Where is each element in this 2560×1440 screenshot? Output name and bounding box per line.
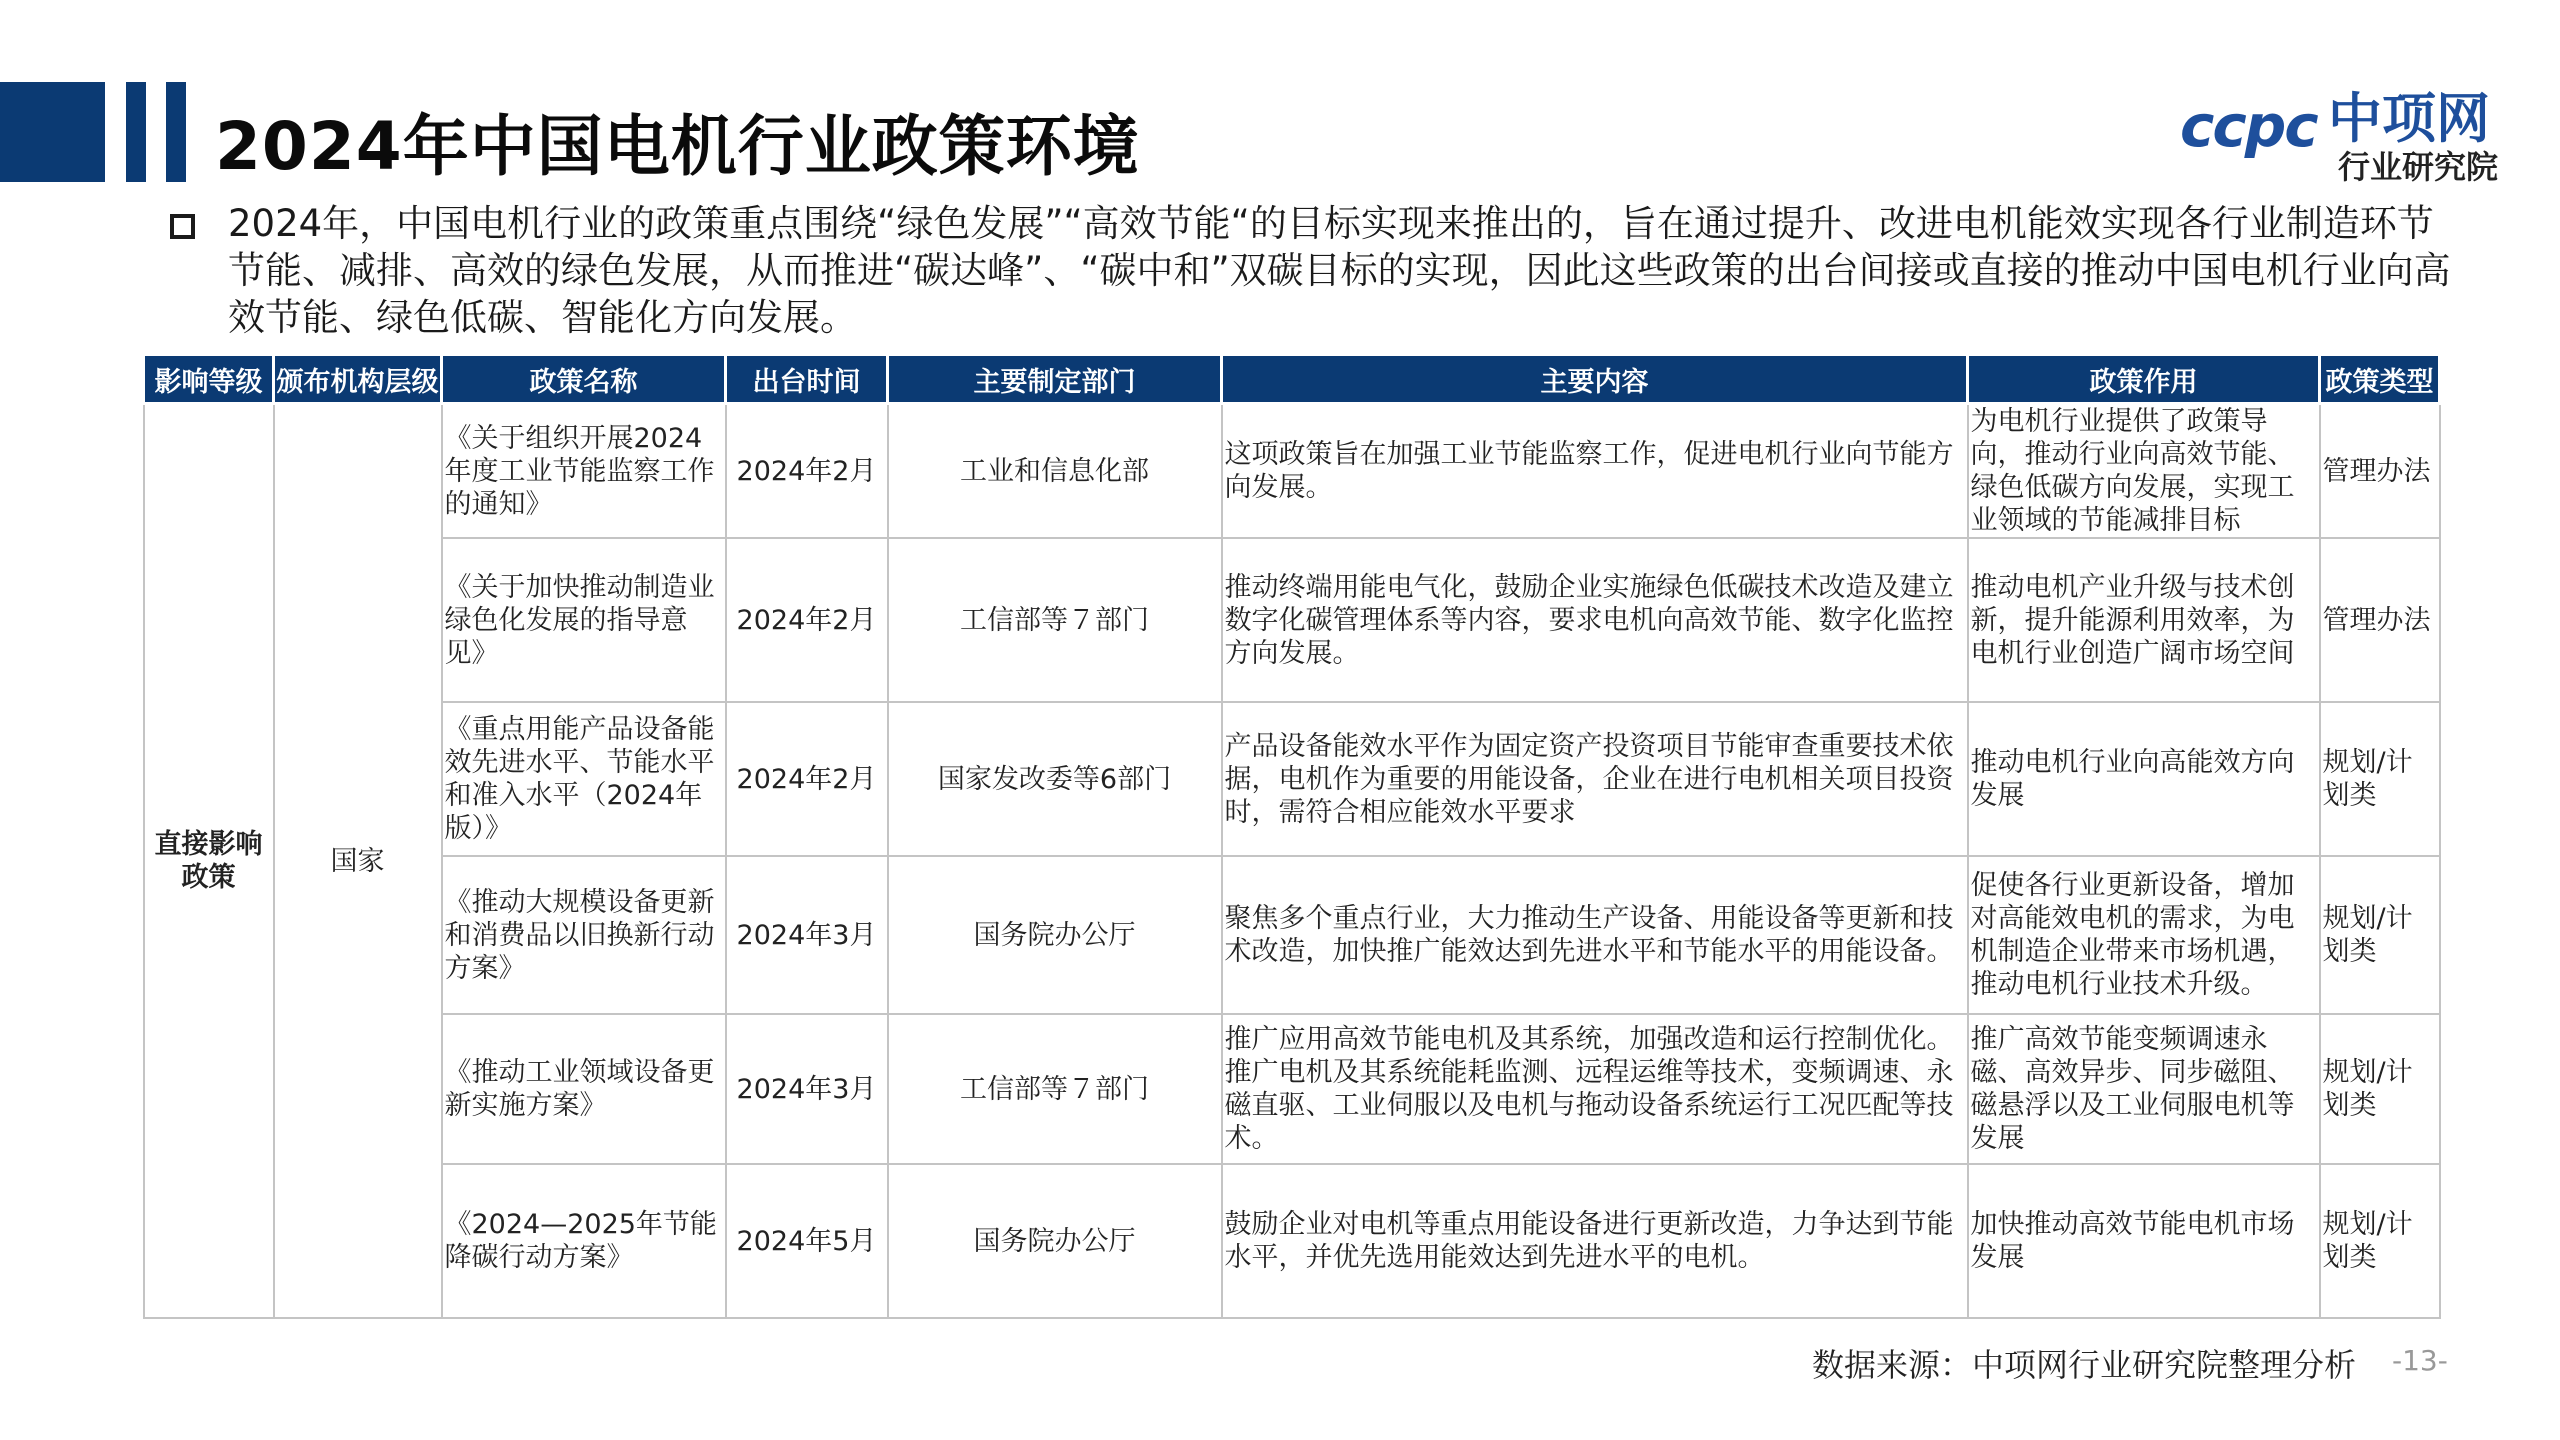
table-row xyxy=(144,1164,2440,1318)
logo-mark: ccpc xyxy=(2180,92,2317,160)
content-cell: 这项政策旨在加强工业节能监察工作，促进电机行业向节能方向发展。 xyxy=(1222,404,1968,539)
type-cell: 管理办法 xyxy=(2320,404,2440,539)
table-row xyxy=(144,856,2440,1014)
policy-name-cell: 《2024—2025年节能降碳行动方案》 xyxy=(442,1164,726,1318)
type-cell: 规划/计划类 xyxy=(2320,856,2440,1014)
policy-table xyxy=(142,353,2438,1319)
date-cell: 2024年5月 xyxy=(726,1164,888,1318)
header-effect: 政策作用 xyxy=(1968,355,2320,404)
header-impact-level: 影响等级 xyxy=(144,355,274,404)
date-cell: 2024年2月 xyxy=(726,702,888,856)
table-header-row xyxy=(144,355,2440,404)
department-cell: 国务院办公厅 xyxy=(888,1164,1222,1318)
policy-name-cell: 《推动工业领域设备更新实施方案》 xyxy=(442,1014,726,1164)
effect-cell: 推广高效节能变频调速永磁、高效异步、同步磁阻、磁悬浮以及工业伺服电机等发展 xyxy=(1968,1014,2320,1164)
effect-cell: 加快推动高效节能电机市场发展 xyxy=(1968,1164,2320,1318)
table-row xyxy=(144,538,2440,702)
header-department: 主要制定部门 xyxy=(888,355,1222,404)
impact-level-cell: 直接影响政策 xyxy=(144,404,274,1319)
logo-subtitle: 行业研究院 xyxy=(2338,148,2499,186)
table-row xyxy=(144,404,2440,539)
policy-name-cell: 《重点用能产品设备能效先进水平、节能水平和准入水平（2024年版）》 xyxy=(442,702,726,856)
content-cell: 推动终端用能电气化，鼓励企业实施绿色低碳技术改造及建立数字化碳管理体系等内容，要求电机向高效节能、数字化监控方向发展。 xyxy=(1222,538,1968,702)
date-cell: 2024年2月 xyxy=(726,538,888,702)
date-cell: 2024年3月 xyxy=(726,856,888,1014)
effect-cell: 推动电机产业升级与技术创新，提升能源利用效率，为电机行业创造广阔市场空间 xyxy=(1968,538,2320,702)
policy-name-cell: 《推动大规模设备更新和消费品以旧换新行动方案》 xyxy=(442,856,726,1014)
type-cell: 规划/计划类 xyxy=(2320,1164,2440,1318)
content-cell: 产品设备能效水平作为固定资产投资项目节能审查重要技术依据，电机作为重要的用能设备，企业在进行电机相关项目投资时，需符合相应能效水平要求 xyxy=(1222,702,1968,856)
department-cell: 工信部等７部门 xyxy=(888,538,1222,702)
date-cell: 2024年2月 xyxy=(726,404,888,539)
department-cell: 工业和信息化部 xyxy=(888,404,1222,539)
header-agency-level: 颁布机构层级 xyxy=(274,355,442,404)
header-type: 政策类型 xyxy=(2320,355,2440,404)
header-bar-stripe xyxy=(166,82,186,182)
policy-name-cell: 《关于组织开展2024年度工业节能监察工作的通知》 xyxy=(442,404,726,539)
content-cell: 鼓励企业对电机等重点用能设备进行更新改造，力争达到节能水平，并优先选用能效达到先进水平的电机。 xyxy=(1222,1164,1968,1318)
header-content: 主要内容 xyxy=(1222,355,1968,404)
content-cell: 聚焦多个重点行业，大力推动生产设备、用能设备等更新和技术改造，加快推广能效达到先进水平和节能水平的用能设备。 xyxy=(1222,856,1968,1014)
table-row xyxy=(144,702,2440,856)
type-cell: 管理办法 xyxy=(2320,538,2440,702)
table-row xyxy=(144,1014,2440,1164)
logo-name: 中项网 xyxy=(2328,87,2490,150)
header-date: 出台时间 xyxy=(726,355,888,404)
logo xyxy=(2180,70,2520,190)
content-cell: 推广应用高效节能电机及其系统，加强改造和运行控制优化。推广电机及其系统能耗监测、远程运维等技术，变频调速、永磁直驱、工业伺服以及电机与拖动设备系统运行工况匹配等技术。 xyxy=(1222,1014,1968,1164)
department-cell: 国务院办公厅 xyxy=(888,856,1222,1014)
type-cell: 规划/计划类 xyxy=(2320,1014,2440,1164)
agency-level-cell: 国家 xyxy=(274,404,442,1319)
header-policy-name: 政策名称 xyxy=(442,355,726,404)
effect-cell: 促使各行业更新设备，增加对高能效电机的需求，为电机制造企业带来市场机遇，推动电机行业技术升级。 xyxy=(1968,856,2320,1014)
type-cell: 规划/计划类 xyxy=(2320,702,2440,856)
header-bar-block xyxy=(0,82,105,182)
department-cell: 国家发改委等6部门 xyxy=(888,702,1222,856)
date-cell: 2024年3月 xyxy=(726,1014,888,1164)
effect-cell: 为电机行业提供了政策导向，推动行业向高效节能、绿色低碳方向发展，实现工业领域的节能减排目标 xyxy=(1968,404,2320,539)
intro-paragraph: 2024年，中国电机行业的政策重点围绕“绿色发展”“高效节能“的目标实现来推出的，旨在通过提升、改进电机能效实现各行业制造环节节能、减排、高效的绿色发展，从而推进“碳达峰”、“碳中和”双碳目标的实现，因此这些政策的出台间接或直接的推动中国电机行业向高效节能、绿色低碳、智能化方向发展。 xyxy=(228,202,2451,339)
page-number: -13- xyxy=(2392,1344,2448,1377)
data-source-note: 数据来源：中项网行业研究院整理分析 xyxy=(1812,1346,2357,1384)
bullet-square-icon xyxy=(170,214,195,239)
effect-cell: 推动电机行业向高能效方向发展 xyxy=(1968,702,2320,856)
department-cell: 工信部等７部门 xyxy=(888,1014,1222,1164)
header-bar-stripe xyxy=(126,82,146,182)
page-title: 2024年中国电机行业政策环境 xyxy=(215,108,1140,185)
policy-name-cell: 《关于加快推动制造业绿色化发展的指导意见》 xyxy=(442,538,726,702)
